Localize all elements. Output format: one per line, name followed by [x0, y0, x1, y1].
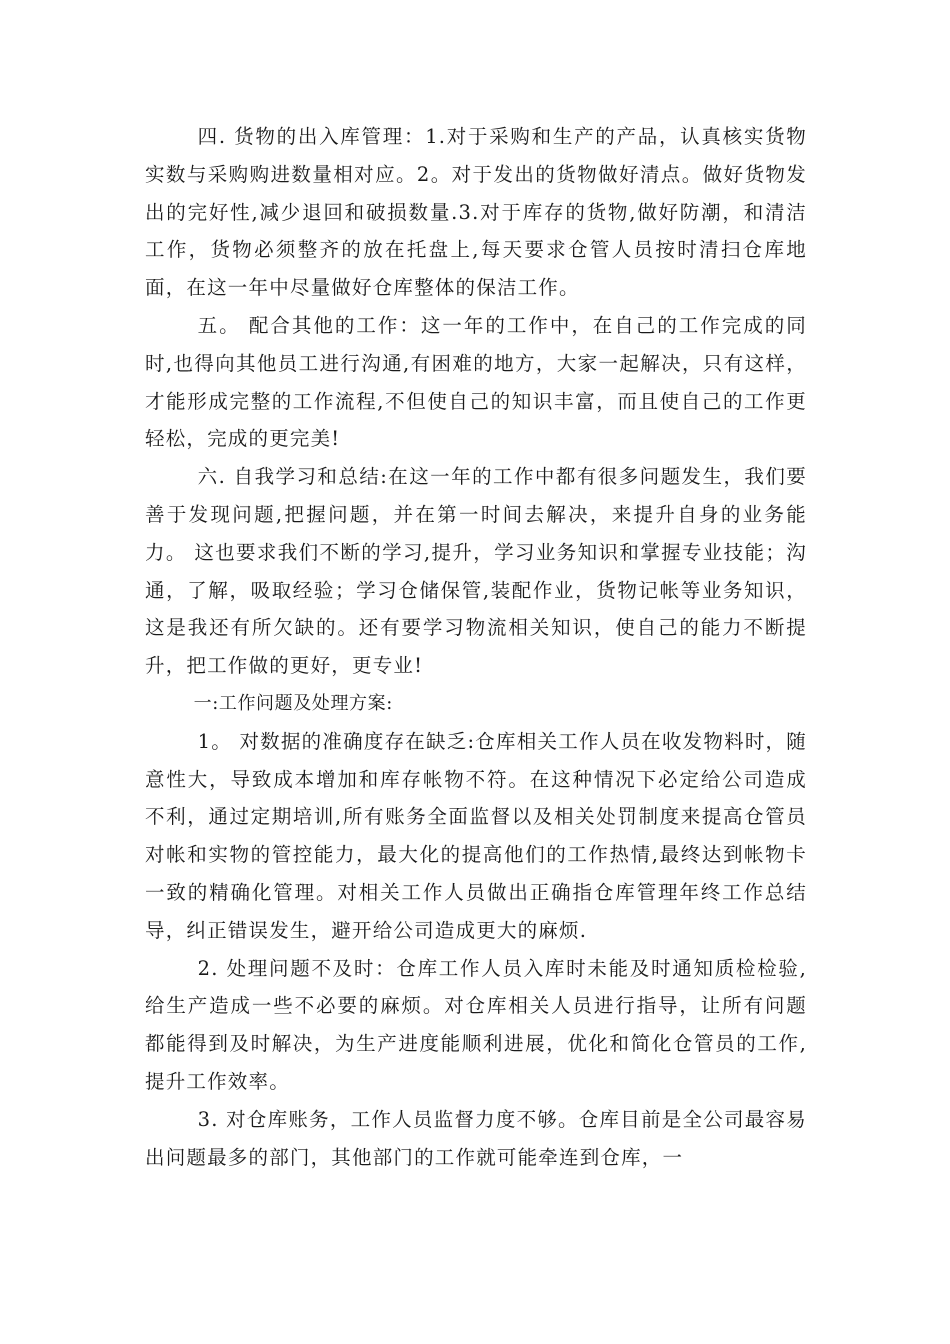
problem-item-2: 2. 处理问题不及时：仓库工作人员入库时未能及时通知质检检验,给生产造成一些不必要的麻烦。对仓库相关人员进行指导，让所有问题都能得到及时解决，为生产进度能顺利进展，优化和简化仓管员的工作,提升工作效率。: [145, 956, 807, 1093]
paragraph-cooperation: 五。 配合其他的工作：这一年的工作中，在自己的工作完成的同时,也得向其他员工进行沟通,有困难的地方，大家一起解决，只有这样，才能形成完整的工作流程,不但使自己的知识丰富，而且使自己的工作更轻松，完成的更完美!: [145, 313, 807, 451]
paragraph-goods-management: 四. 货物的出入库管理：1.对于采购和生产的产品，认真核实货物实数与采购购进数量相对应。2。对于发出的货物做好清点。做好货物发出的完好性,减少退回和破损数量.3.对于库存的货物,做好防潮，和清洁工作，货物必须整齐的放在托盘上,每天要求仓管人员按时清扫仓库地面，在这一年中尽量做好仓库整体的保洁工作。: [145, 125, 807, 300]
problem-item-1: 1。 对数据的准确度存在缺乏:仓库相关工作人员在收发物料时，随意性大，导致成本增加和库存帐物不符。在这种情况下必定给公司造成不利，通过定期培训,所有账务全面监督以及相关处罚制度来提高仓管员对帐和实物的管控能力，最大化的提高他们的工作热情,最终达到帐物卡一致的精确化管理。对相关工作人员做出正确指仓库管理年终工作总结导，纠正错误发生，避开给公司造成更大的麻烦.: [145, 729, 807, 942]
paragraph-self-study: 六. 自我学习和总结:在这一年的工作中都有很多问题发生，我们要善于发现问题,把握问题，并在第一时间去解决，来提升自身的业务能力。 这也要求我们不断的学习,提升，学习业务知识和掌握专业技能；沟通，了解，吸取经验；学习仓储保管,装配作业，货物记帐等业务知识，这是我还有所欠缺的。还有要学习物流相关知识，使自己的能力不断提升，把工作做的更好，更专业!: [145, 465, 807, 678]
section-heading: 一:工作问题及处理方案:: [193, 692, 393, 714]
document-body: [145, 118, 807, 1176]
problem-item-3: 3. 对仓库账务，工作人员监督力度不够。仓库目前是全公司最容易出问题最多的部门，其他部门的工作就可能牵连到仓库，一: [145, 1107, 807, 1169]
